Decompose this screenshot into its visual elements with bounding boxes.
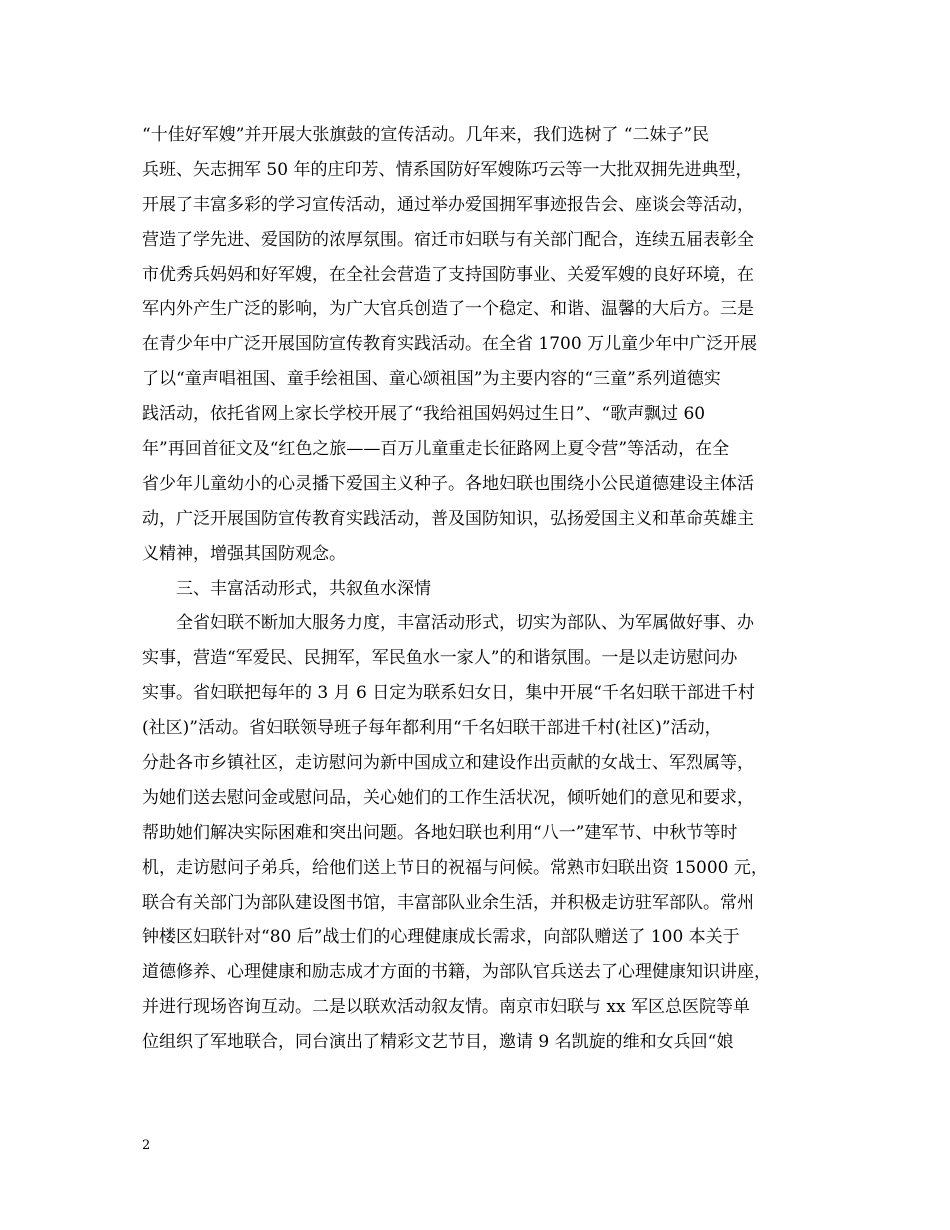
paragraph-start-line: 全省妇联不断加大服务力度，丰富活动形式，切实为部队、为军属做好事、办 — [176, 613, 754, 634]
text-line: 省少年儿童幼小的心灵播下爱国主义种子。各地妇联也围绕小公民道德建设主体活 — [142, 473, 754, 494]
text-line: 实事，营造“军爱民、民拥军，军民鱼水一家人”的和谐氛围。一是以走访慰问办 — [142, 648, 738, 669]
page-number: 2 — [142, 1138, 151, 1153]
text-line: 联合有关部门为部队建设图书馆，丰富部队业余生活，并积极走访驻军部队。常州 — [142, 892, 754, 913]
text-line: 开展了丰富多彩的学习宣传活动，通过举办爱国拥军事迹报告会、座谈会等活动， — [142, 194, 754, 215]
section-heading: 三、丰富活动形式，共叙鱼水深情 — [176, 578, 431, 599]
text-line: 钟楼区妇联针对“80 后”战士们的心理健康成长需求，向部队赠送了 100 本关于 — [142, 927, 740, 948]
text-line: 道德修养、心理健康和励志成才方面的书籍，为部队官兵送去了心理健康知识讲座， — [142, 962, 771, 983]
text-line: 义精神，增强其国防观念。 — [142, 543, 346, 564]
text-line: 实事。省妇联把每年的 3 月 6 日定为联系妇女日，集中开展“千名妇联干部进千村 — [142, 683, 755, 704]
text-line: 为她们送去慰问金或慰问品，关心她们的工作生活状况，倾听她们的意见和要求， — [142, 787, 754, 808]
text-line: 分赴各市乡镇社区，走访慰问为新中国成立和建设作出贡献的女战士、军烈属等， — [142, 753, 754, 774]
text-line: (社区)”活动。省妇联领导班子每年都利用“千名妇联干部进千村(社区)”活动， — [142, 718, 722, 739]
text-line: 帮助她们解决实际困难和突出问题。各地妇联也利用“八一”建军节、中秋节等时 — [142, 822, 738, 843]
text-line: 营造了学先进、爱国防的浓厚氛围。宿迁市妇联与有关部门配合，连续五届表彰全 — [142, 229, 754, 250]
text-line: 在青少年中广泛开展国防宣传教育实践活动。在全省 1700 万儿童少年中广泛开展 — [142, 334, 758, 355]
text-line: 市优秀兵妈妈和好军嫂，在全社会营造了支持国防事业、关爱军嫂的良好环境，在 — [142, 264, 754, 285]
text-line: 了以“童声唱祖国、童手绘祖国、童心颂祖国”为主要内容的“三童”系列道德实 — [142, 369, 721, 390]
text-line: 军内外产生广泛的影响，为广大官兵创造了一个稳定、和谐、温馨的大后方。三是 — [142, 299, 754, 320]
document-body — [142, 118, 812, 1060]
text-line: “十佳好军嫂”并开展大张旗鼓的宣传活动。几年来，我们选树了 “二妹子”民 — [142, 125, 710, 145]
text-line: 机，走访慰问子弟兵，给他们送上节日的祝福与问候。常熟市妇联出资 15000 元， — [142, 857, 768, 878]
text-line: 年”再回首征文及“红色之旅——百万儿童重走长征路网上夏令营”等活动，在全 — [142, 439, 730, 460]
text-line: 并进行现场咨询互动。二是以联欢活动叙友情。南京市妇联与 xx 军区总医院等单 — [142, 997, 750, 1018]
text-line: 动，广泛开展国防宣传教育实践活动，普及国防知识，弘扬爱国主义和革命英雄主 — [142, 508, 754, 529]
text-line: 践活动，依托省网上家长学校开展了“我给祖国妈妈过生日”、“歌声飘过 60 — [142, 404, 706, 425]
text-line: 兵班、矢志拥军 50 年的庄印芳、情系国防好军嫂陈巧云等一大批双拥先进典型， — [142, 159, 753, 180]
text-line: 位组织了军地联合，同台演出了精彩文艺节目，邀请 9 名凯旋的维和女兵回“娘 — [142, 1032, 734, 1053]
